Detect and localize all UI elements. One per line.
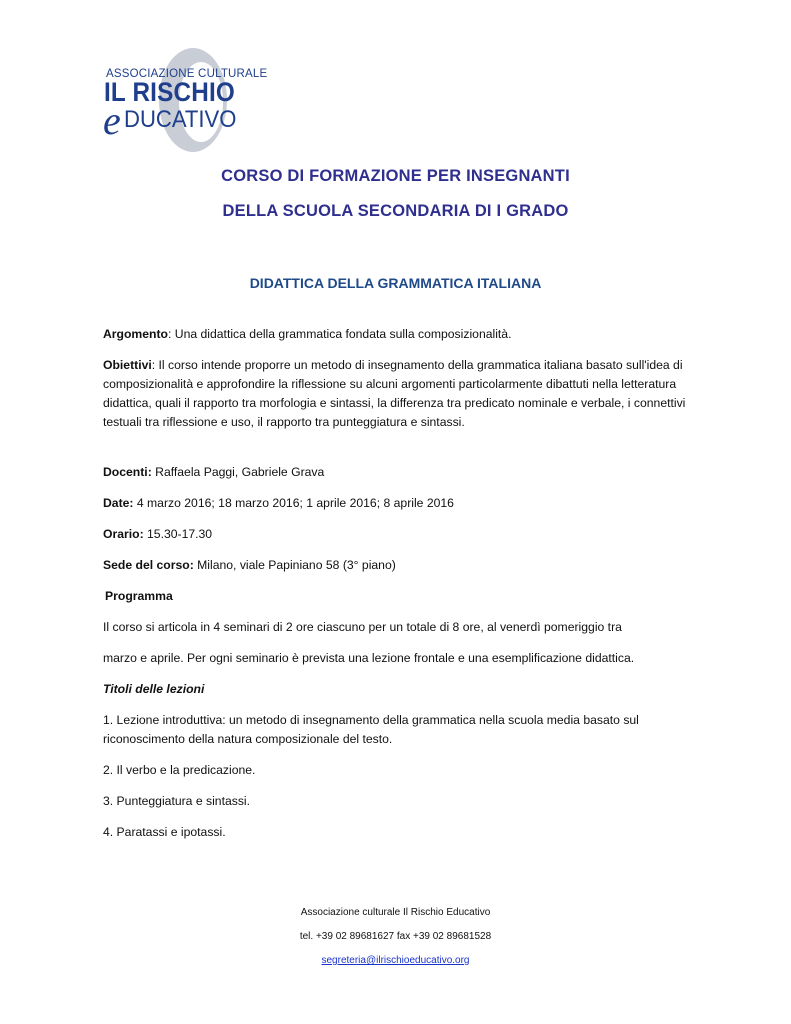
- orario-label: Orario:: [103, 527, 144, 541]
- obiettivi-label: Obiettivi: [103, 358, 152, 372]
- titoli-heading: Titoli delle lezioni: [103, 682, 205, 696]
- programma-label: Programma: [105, 589, 173, 603]
- docenti-label: Docenti:: [103, 465, 152, 479]
- logo-association-text: ASSOCIAZIONE CULTURALE: [106, 68, 268, 80]
- lesson-item-3: 3. Punteggiatura e sintassi.: [103, 794, 251, 808]
- date-text: 4 marzo 2016; 18 marzo 2016; 1 aprile 2016; 8 aprile 2016: [133, 496, 454, 510]
- lesson-item-2: 2. Il verbo e la predicazione.: [103, 763, 256, 777]
- course-title-line-2: DELLA SCUOLA SECONDARIA DI I GRADO: [222, 202, 569, 220]
- lesson-item-1: 1. Lezione introduttiva: un metodo di insegnamento della grammatica nella scuola media basato sul riconoscimento della natura composizionale del testo.: [103, 713, 639, 746]
- sede-paragraph: [103, 556, 693, 575]
- orario-text: 15.30-17.30: [143, 527, 213, 541]
- docenti-text: Raffaela Paggi, Gabriele Grava: [151, 465, 325, 479]
- logo-e-letter: e: [103, 98, 121, 143]
- orario-paragraph: [103, 525, 693, 544]
- organization-logo: [103, 42, 268, 154]
- sede-label: Sede del corso:: [103, 558, 194, 572]
- date-label: Date:: [103, 496, 134, 510]
- date-paragraph: [103, 494, 693, 513]
- course-title-line-1: CORSO DI FORMAZIONE PER INSEGNANTI: [221, 167, 570, 185]
- obiettivi-paragraph: [103, 356, 693, 432]
- logo-educativo-text: DUCATIVO: [124, 106, 237, 133]
- footer-email-link[interactable]: segreteria@ilrischioeducativo.org: [321, 955, 470, 966]
- programma-heading: [105, 587, 695, 606]
- docenti-paragraph: [103, 463, 693, 482]
- programma-text-line-1: Il corso si articola in 4 seminari di 2 ore ciascuno per un totale di 8 ore, al venerdì pomeriggio tra: [103, 620, 622, 634]
- footer-organization: Associazione culturale Il Rischio Educativo: [300, 907, 491, 918]
- footer-contacts: tel. +39 02 89681627 fax +39 02 89681528: [299, 931, 492, 942]
- argomento-text: : Una didattica della grammatica fondata sulla composizionalità.: [168, 327, 512, 341]
- programma-text-line-2: marzo e aprile. Per ogni seminario è prevista una lezione frontale e una esemplificazione didattica.: [103, 651, 635, 665]
- obiettivi-text: : Il corso intende proporre un metodo di insegnamento della grammatica italiana basato sull'idea di composizionalità e approfondire la riflessione su alcuni argomenti particolarmente dibattuti nella letteratura didattica, quali il rapporto tra morfologia e sintassi, la differenza tra predicato nominale e verbale, i connettivi testuali tra riflessione e uso, il rapporto tra punteggiatura e sintassi.: [103, 358, 686, 429]
- sede-text: Milano, viale Papiniano 58 (3° piano): [193, 558, 396, 572]
- argomento-paragraph: [103, 325, 693, 344]
- logo-il-rischio-text: IL RISCHIO: [104, 77, 235, 107]
- footer-email-container: [0, 955, 791, 966]
- course-subtitle: DIDATTICA DELLA GRAMMATICA ITALIANA: [249, 275, 542, 291]
- argomento-label: Argomento: [103, 327, 168, 341]
- lesson-item-4: 4. Paratassi e ipotassi.: [103, 825, 226, 839]
